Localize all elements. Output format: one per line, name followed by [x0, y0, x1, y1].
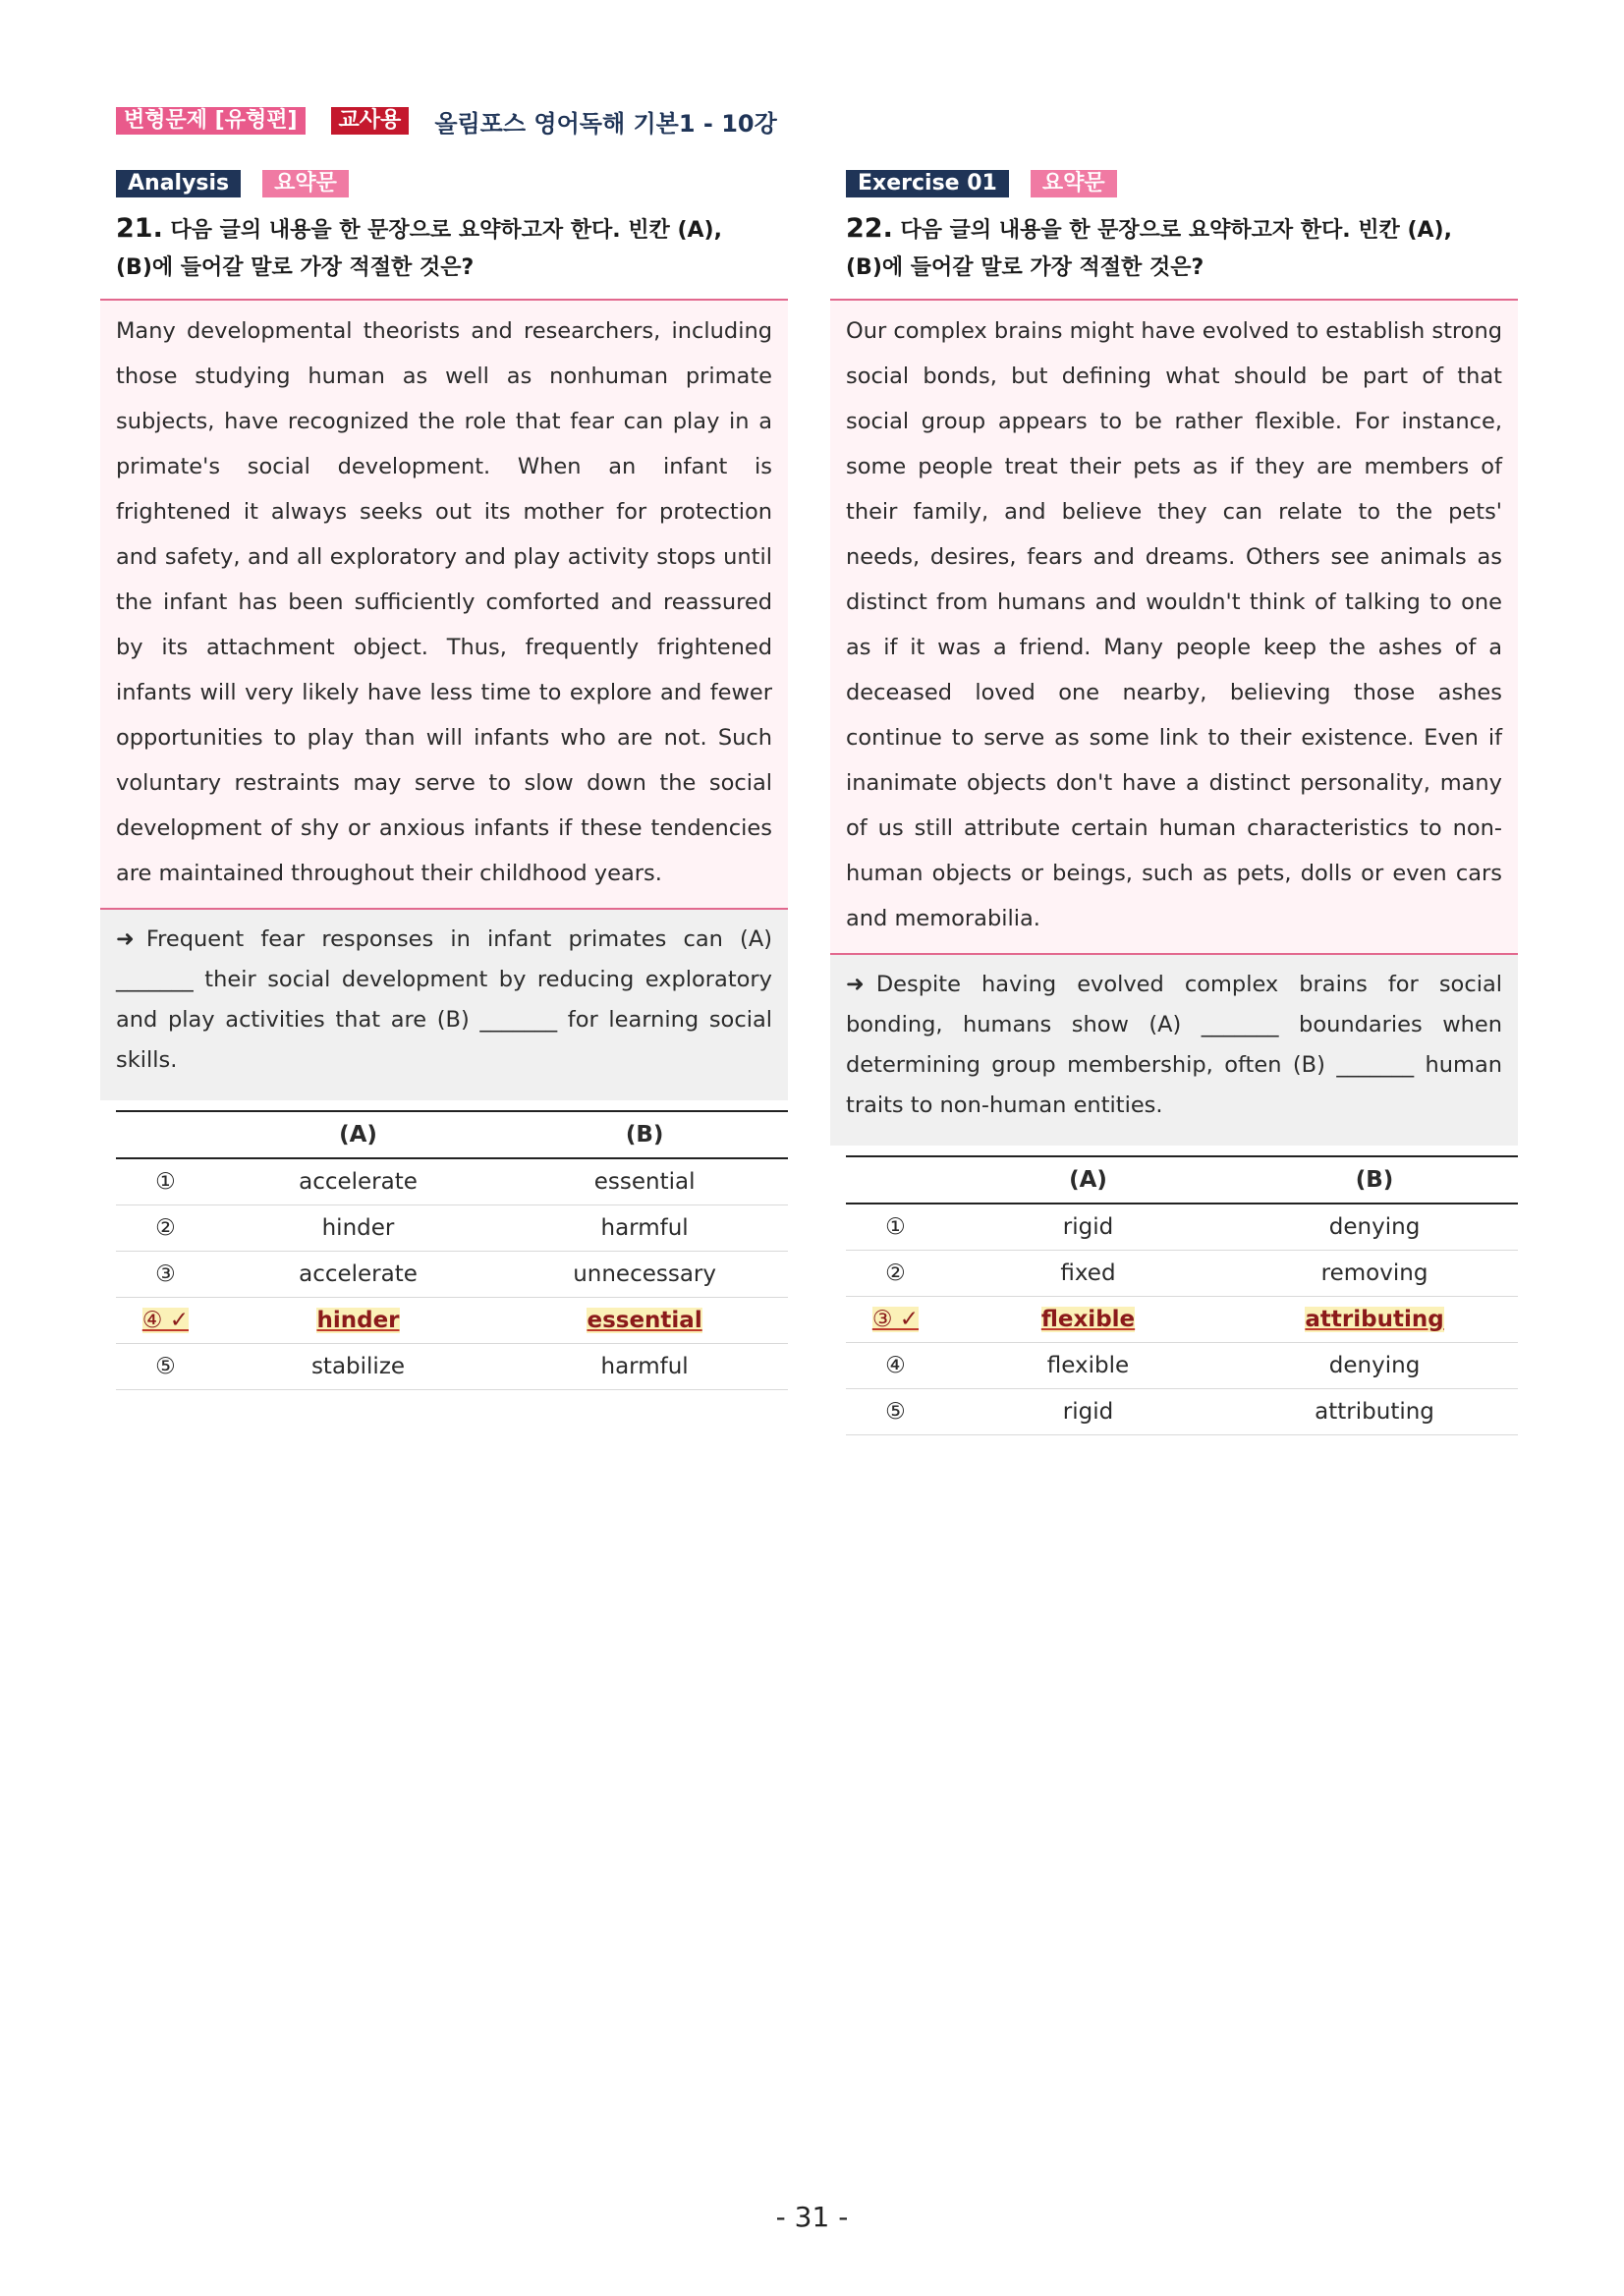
summary-type-badge: 요약문 — [1031, 170, 1117, 197]
choice-b: attributing — [1231, 1389, 1518, 1435]
arrow-icon: ➜ — [846, 972, 865, 997]
summary-text: Despite having evolved complex brains for social bonding, humans show (A) _______ boundaries when determining group membership, often (B) _______ human traits to non-human entities. — [846, 972, 1502, 1118]
summary-type-badge: 요약문 — [262, 170, 349, 197]
question-prompt — [846, 210, 1518, 287]
correct-choice-row[interactable] — [116, 1298, 788, 1344]
answer-choices-table — [846, 1155, 1518, 1435]
choice-row[interactable] — [846, 1251, 1518, 1297]
column-b-header: (B) — [501, 1111, 788, 1158]
choice-b: attributing — [1305, 1307, 1444, 1332]
choice-row[interactable] — [116, 1158, 788, 1205]
question-text-line2: (B)에 들어갈 말로 가장 적절한 것은? — [846, 255, 1204, 280]
choice-number: ③ — [116, 1252, 215, 1298]
exercise-badge: Exercise 01 — [846, 170, 1009, 197]
choices-header-row — [116, 1111, 788, 1158]
question-number: 21. — [116, 213, 163, 244]
question-number: 22. — [846, 213, 893, 244]
choice-number-header — [116, 1111, 215, 1158]
answer-choices-table — [116, 1110, 788, 1390]
choice-number: ② — [846, 1251, 945, 1297]
reading-passage: Many developmental theorists and researchers, including those studying human as well as nonhuman primate subjects, have recognized the role that fear can play in a primate's social development. When an infant is frightened it always seeks out its mother for protection and safety, and all exploratory and play activity stops until the infant has been sufficiently comforted and reassured by its attachment object. Thus, frequently frightened infants will very likely have less time to explore and fewer opportunities to play than will infants who are not. Such voluntary restraints may serve to slow down the social development of shy or anxious infants if these tendencies are maintained throughout their childhood years. — [100, 299, 788, 910]
question-text-line2: (B)에 들어갈 말로 가장 적절한 것은? — [116, 255, 475, 280]
choice-row[interactable] — [846, 1343, 1518, 1389]
choice-number: ① — [116, 1158, 215, 1205]
choice-number: ④ ✓ — [141, 1308, 189, 1333]
question-21-section — [100, 169, 788, 1390]
column-b-header: (B) — [1231, 1156, 1518, 1204]
choice-b: essential — [501, 1158, 788, 1205]
choice-b: denying — [1231, 1204, 1518, 1251]
choice-number: ④ — [846, 1343, 945, 1389]
column-a-header: (A) — [215, 1111, 501, 1158]
summary-sentence — [100, 910, 788, 1100]
reading-passage: Our complex brains might have evolved to establish strong social bonds, but defining what should be part of that social group appears to be rather flexible. For instance, some people treat their pets as if they are members of their family, and believe they can relate to the pets' needs, desires, fears and dreams. Others see animals as distinct from humans and wouldn't think of talking to one as if it was a friend. Many people keep the ashes of a deceased loved one nearby, believing those ashes continue to serve as some link to their existence. Even if inanimate objects don't have a distinct personality, many of us still attribute certain human characteristics to non-human objects or beings, such as pets, dolls or even cars and memorabilia. — [830, 299, 1518, 955]
teacher-edition-tag: 교사용 — [331, 107, 410, 135]
summary-text: Frequent fear responses in infant primates can (A) _______ their social development by reducing exploratory and play activities that are (B) _______ for learning social skills. — [116, 926, 772, 1073]
question-22-section — [830, 169, 1518, 1435]
choice-row[interactable] — [846, 1204, 1518, 1251]
variant-type-tag: 변형문제 [유형편] — [116, 107, 306, 135]
choice-row[interactable] — [116, 1205, 788, 1252]
choice-row[interactable] — [116, 1344, 788, 1390]
book-title: 올림포스 영어독해 기본1 - 10강 — [434, 109, 777, 138]
question-text-line1: 다음 글의 내용을 한 문장으로 요약하고자 한다. 빈칸 (A), — [900, 218, 1452, 243]
column-a-header: (A) — [945, 1156, 1231, 1204]
choices-header-row — [846, 1156, 1518, 1204]
choice-b: harmful — [501, 1344, 788, 1390]
choice-b: denying — [1231, 1343, 1518, 1389]
choice-a: hinder — [215, 1205, 501, 1252]
choice-b: removing — [1231, 1251, 1518, 1297]
page-number: - 31 - — [775, 2201, 849, 2233]
choice-a: rigid — [945, 1204, 1231, 1251]
arrow-icon: ➜ — [116, 926, 135, 952]
page-header — [116, 104, 777, 138]
choice-a: stabilize — [215, 1344, 501, 1390]
choice-b: harmful — [501, 1205, 788, 1252]
choice-number: ⑤ — [846, 1389, 945, 1435]
choice-a: flexible — [1040, 1307, 1136, 1332]
summary-sentence — [830, 955, 1518, 1146]
choice-row[interactable] — [116, 1252, 788, 1298]
choice-number: ③ ✓ — [871, 1307, 920, 1332]
question-text-line1: 다음 글의 내용을 한 문장으로 요약하고자 한다. 빈칸 (A), — [170, 218, 722, 243]
choice-a: fixed — [945, 1251, 1231, 1297]
choice-a: accelerate — [215, 1252, 501, 1298]
choice-number: ② — [116, 1205, 215, 1252]
choice-a: accelerate — [215, 1158, 501, 1205]
choice-number: ① — [846, 1204, 945, 1251]
question-prompt — [116, 210, 788, 287]
correct-choice-row[interactable] — [846, 1297, 1518, 1343]
choice-number: ⑤ — [116, 1344, 215, 1390]
choice-a: hinder — [316, 1308, 400, 1333]
analysis-badge: Analysis — [116, 170, 241, 197]
choice-row[interactable] — [846, 1389, 1518, 1435]
choice-b: essential — [587, 1308, 702, 1333]
choice-number-header — [846, 1156, 945, 1204]
choice-b: unnecessary — [501, 1252, 788, 1298]
choice-a: rigid — [945, 1389, 1231, 1435]
choice-a: flexible — [945, 1343, 1231, 1389]
section-labels — [846, 169, 1518, 198]
section-labels — [116, 169, 788, 198]
